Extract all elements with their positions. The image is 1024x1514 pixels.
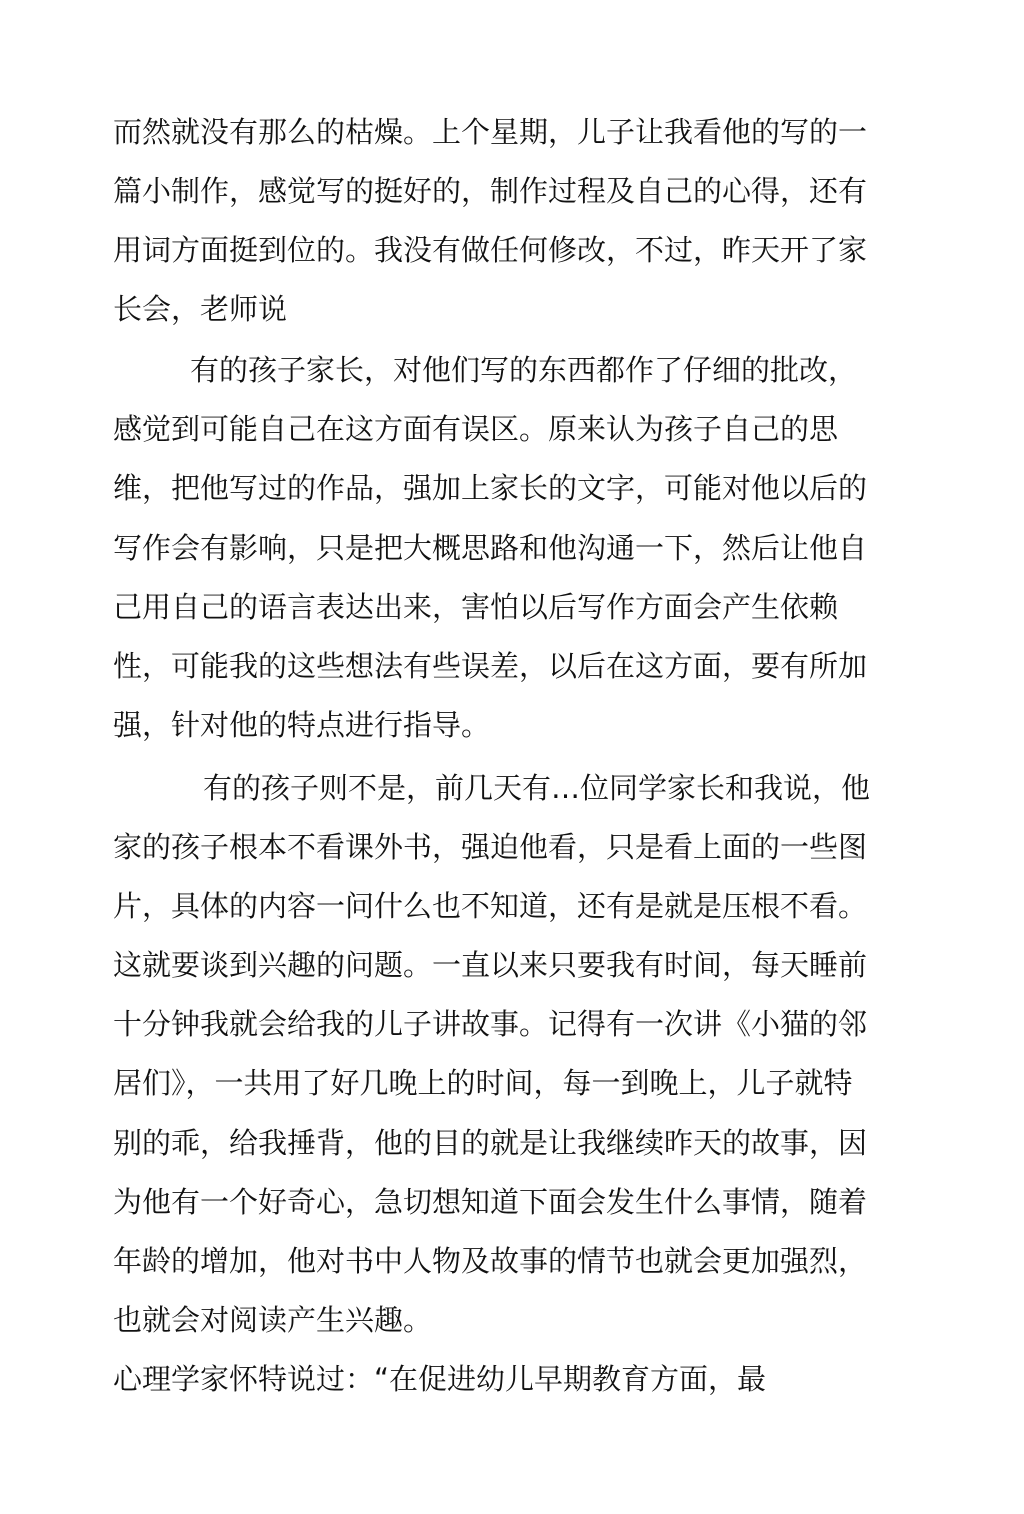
text-line: 心理学家怀特说过：“在促进幼儿早期教育方面，最 xyxy=(113,1362,767,1396)
text-line: 别的乖，给我捶背，他的目的就是让我继续昨天的故事，因 xyxy=(113,1126,868,1160)
text-line: 居们》，一共用了好几晚上的时间，每一到晚上，儿子就特 xyxy=(113,1066,853,1100)
text-line: 年龄的增加，他对书中人物及故事的情节也就会更加强烈， xyxy=(113,1244,868,1278)
text-line: 性，可能我的这些想法有些误差，以后在这方面，要有所加 xyxy=(113,649,868,683)
text-line: 有的孩子家长，对他们写的东西都作了仔细的批改， xyxy=(190,353,858,387)
text-line: 用词方面挺到位的。我没有做任何修改，不过，昨天开了家 xyxy=(113,233,868,267)
text-line: 这就要谈到兴趣的问题。一直以来只要我有时间，每天睡前 xyxy=(113,948,868,982)
text-line: 片，具体的内容一问什么也不知道，还有是就是压根不看。 xyxy=(113,889,868,923)
text-line: 己用自己的语言表达出来，害怕以后写作方面会产生依赖 xyxy=(113,590,839,624)
text-line: 为他有一个好奇心，急切想知道下面会发生什么事情，随着 xyxy=(113,1185,868,1219)
text-line: 强，针对他的特点进行指导。 xyxy=(113,708,491,742)
text-line: 有的孩子则不是，前几天有…位同学家长和我说，他 xyxy=(203,771,871,805)
text-line: 维，把他写过的作品，强加上家长的文字，可能对他以后的 xyxy=(113,471,868,505)
text-line: 感觉到可能自己在这方面有误区。原来认为孩子自己的思 xyxy=(113,412,839,446)
text-line: 篇小制作，感觉写的挺好的，制作过程及自己的心得，还有 xyxy=(113,174,868,208)
text-line: 也就会对阅读产生兴趣。 xyxy=(113,1303,433,1337)
text-line: 长会，老师说 xyxy=(113,292,288,326)
text-line: 十分钟我就会给我的儿子讲故事。记得有一次讲《小猫的邻 xyxy=(113,1007,868,1041)
text-line: 而然就没有那么的枯燥。上个星期，儿子让我看他的写的一 xyxy=(113,115,868,149)
text-line: 家的孩子根本不看课外书，强迫他看，只是看上面的一些图 xyxy=(113,830,868,864)
text-line: 写作会有影响，只是把大概思路和他沟通一下，然后让他自 xyxy=(113,531,868,565)
